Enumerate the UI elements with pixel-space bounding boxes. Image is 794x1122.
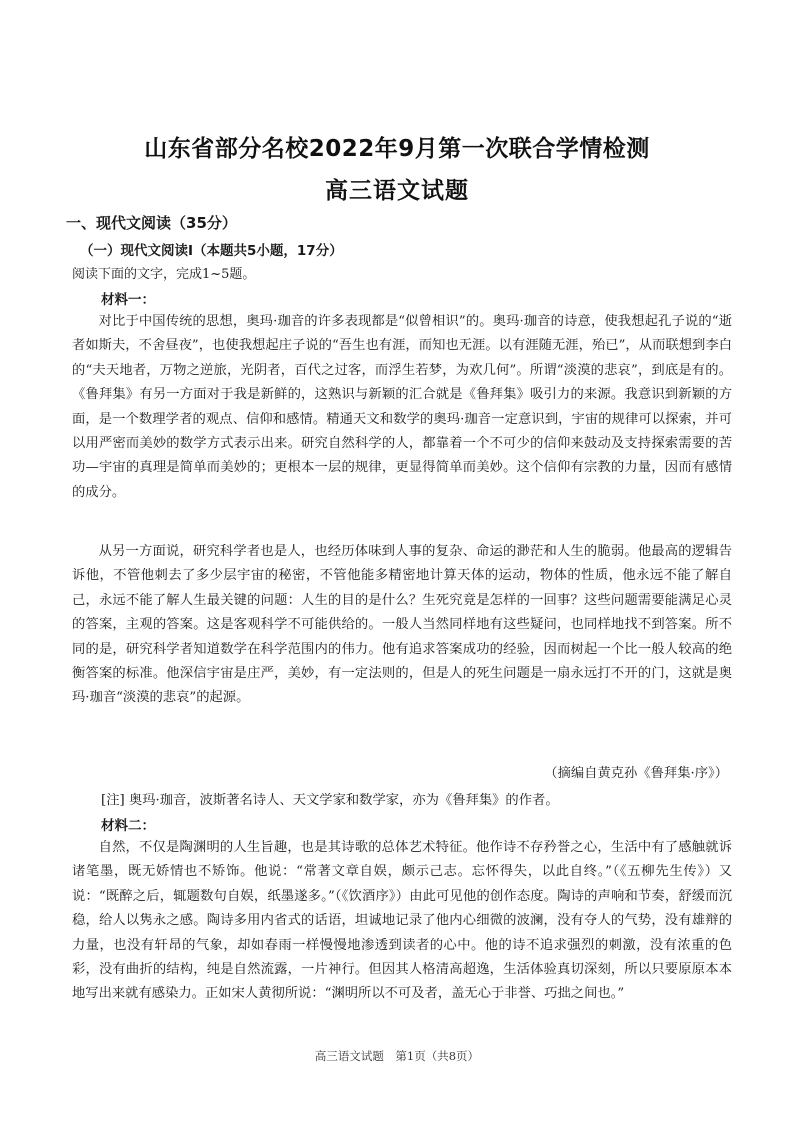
material1-paragraph-2: 从另一方面说，研究科学者也是人，也经历体味到人事的复杂、命运的渺茫和人生的脆弱。他最高的逻辑告诉他，不管他刺去了多少层宇宙的秘密，不管他能多精密地计算天体的运动，物体的性质，他永远不能了解自己，永远不能了解人生最关键的问题：人生的目的是什么？生死究竟是怎样的一回事？这些问题需要能满足心灵的答案，主观的答案。这是客观科学不可能供给的。一般人当然同样地有这些疑问，也同样地找不到答案。所不同的是，研究科学者知道数学在科学范围内的伟力。他有追求答案成功的经验，因而树起一个比一般人较高的绝衡答案的标准。他深信宇宙是庄严，美妙，有一定法则的，但是人的死生问题是一扇永远打不开的门，这就是奥玛·珈音“淡漠的悲哀”的起源。 — [72, 544, 732, 706]
material2-label: 材料二： — [101, 818, 155, 834]
material1-source: （摘编自黄克孙《鲁拜集·序》） — [544, 766, 728, 781]
subsection-heading: （一）现代文阅读Ⅰ（本题共5小题，17分） — [80, 243, 343, 259]
exam-title: 山东省部分名校2022年9月第一次联合学情检测 — [144, 136, 650, 162]
material1-paragraph-1: 对比于中国传统的思想，奥玛·珈音的许多表现都是“似曾相识”的。奥玛·珈音的诗意，使我想起孔子说的“逝者如斯夫，不舍昼夜”，也使我想起庄子说的“吾生也有涯，而知也无涯。以有涯随无涯，殆已”，从而联想到李白的“夫天地者，万物之逆旅，光阴者，百代之过客，而浮生若梦，为欢几何”。所谓“淡漠的悲哀”，到底是有的。《鲁拜集》有另一方面对于我是新鲜的，这熟识与新颖的汇合就是《鲁拜集》吸引力的来源。我意识到新颖的方面，是一个数理学者的观点、信仰和感情。精通天文和数学的奥玛·珈音一定意识到，宇宙的规律可以探索，并可以用严密而美妙的数学方式表示出来。研究自然科学的人，都靠着一个不可少的信仰来鼓动及支持探索需要的苦功—宇宙的真理是简单而美妙的；更根本一层的规律，更显得简单而美妙。这个信仰有宗教的力量，因而有感情的成分。 — [72, 314, 732, 500]
material2-paragraph-1: 自然，不仅是陶渊明的人生旨趣，也是其诗歌的总体艺术特征。他作诗不存矜誉之心，生活中有了感触就诉诸笔墨，既无娇情也不矫饰。他说：“常著文章自娱，颇示己志。忘怀得失，以此自终。”（《五柳先生传》）又说：“既醉之后，辄题数句自娱，纸墨遂多。”（《饮酒序》）由此可见他的创作态度。陶诗的声响和节奏，舒缓而沉稳，给人以隽永之感。陶诗多用内省式的话语，坦诚地记录了他内心细微的波澜，没有夺人的气势，没有雄辩的力量，也没有轩昂的气象，却如春雨一样慢慢地渗透到读者的心中。他的诗不追求强烈的刺激，没有浓重的色彩，没有曲折的结构，纯是自然流露，一片神行。但因其人格清高超逸，生活体验真切深刻，所以只要原原本本地写出来就有感染力。正如宋人黄彻所说：“渊明所以不可及者，盖无心于非誉、巧拙之间也。” — [72, 840, 732, 1002]
page-footer: 高三语文试题 第1页（共8页） — [314, 1049, 480, 1063]
exam-subtitle: 高三语文试题 — [325, 178, 469, 204]
material1-label: 材料一： — [101, 292, 155, 308]
reading-instruction: 阅读下面的文字，完成1~5题。 — [72, 267, 256, 282]
material1-note: [注] 奥玛·珈音，波斯著名诗人、天文学家和数学家，亦为《鲁拜集》的作者。 — [101, 793, 559, 808]
section-heading: 一、现代文阅读（35分） — [66, 214, 237, 232]
